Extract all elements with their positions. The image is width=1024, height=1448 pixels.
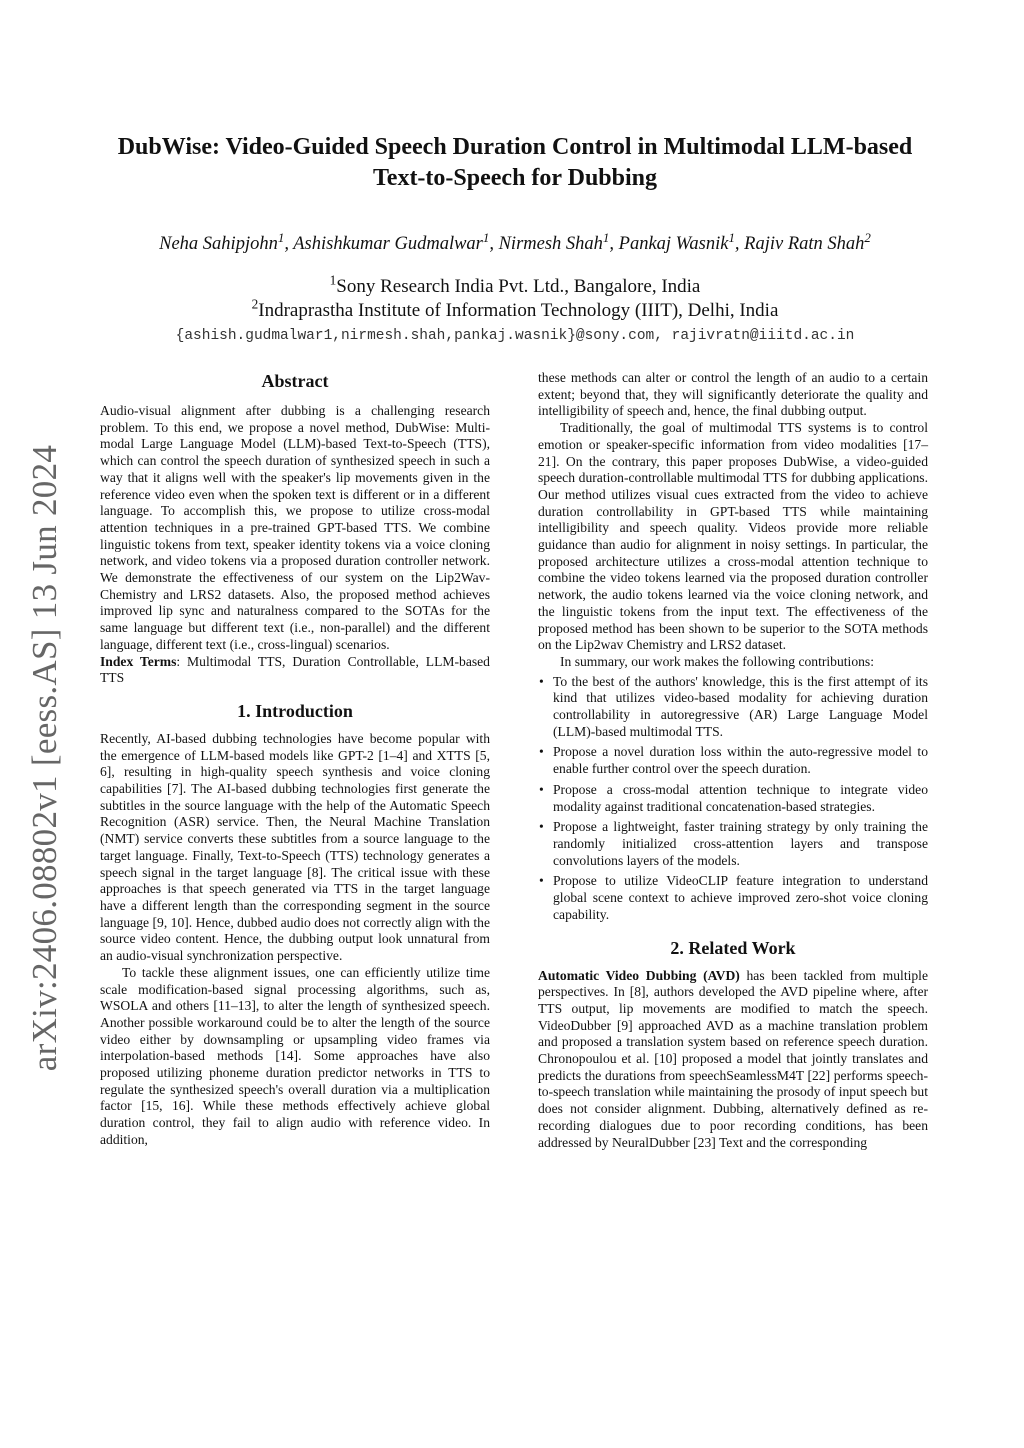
intro-paragraph-3: these methods can alter or control the length of an audio to a certain extent; beyond that, they will significantly deteriorate the quality and intelligibility of speech and, hence, the final dubbing output. — [538, 370, 928, 419]
left-column — [100, 370, 490, 1149]
intro-paragraph-4: Traditionally, the goal of multimodal TTS systems is to control emotion or speaker-specific information from video modalities [17–21]. On the contrary, this paper proposes DubWise, a video-guided speech duration-controllable multimodal TTS for dubbing applications. Our method utilizes visual cues extracted from the video to achieve duration controllability in GPT-based TTS while maintaining intelligibility and speech quality. Videos provide more reliable guidance than audio for alignment in noisy settings. In particular, the proposed architecture utilizes a cross-modal attention technique to combine the video tokens learned via the proposed duration controller network, the audio tokens learned via the voice cloning network, and the linguistic tokens from the input text. The effectiveness of the proposed method has been shown to be superior to the SOTA methods on the Lip2wav Chemistry and LRS2 dataset. — [538, 420, 928, 653]
section-heading-related-work: 2. Related Work — [670, 937, 796, 958]
bullet-icon: • — [539, 781, 544, 797]
bullet-icon: • — [539, 744, 544, 760]
list-item — [538, 873, 928, 923]
affiliation-number: 2 — [251, 296, 259, 312]
section-heading-introduction: 1. Introduction — [237, 700, 353, 721]
contributions-list — [538, 674, 928, 924]
affiliation-text: Sony Research India Pvt. Ltd., Bangalore, India — [336, 276, 701, 297]
author-name: Nirmesh Shah — [498, 234, 603, 254]
arxiv-identifier-text: arXiv:2406.08802v1 [eess.AS] 13 Jun 2024 — [25, 444, 64, 1072]
abstract-text: Audio-visual alignment after dubbing is a challenging research problem. To this end, we propose a novel method, DubWise: Multi-modal Large Language Model (LLM)-based Text-to-Speech (TTS), which can control the speech duration of synthesized speech in such a way that it aligns well with the speaker's lip movements given in the reference video even when the spoken text is different or in a different language. To accomplish this, we propose to utilize cross-modal attention techniques in a pre-trained GPT-based TTS. We combine linguistic tokens from text, speaker identity tokens via a voice cloning network, and video tokens via a proposed duration controller network. We demonstrate the effectiveness of our system on the Lip2Wav-Chemistry and LRS2 datasets. Also, the proposed method achieves improved lip sync and naturalness compared to the SOTAs for the same language but different text (i.e., non-parallel) and the different language, different text (i.e., cross-lingual) scenarios. — [100, 403, 490, 652]
author-affiliation-mark: 1 — [482, 229, 490, 245]
intro-paragraph-5: In summary, our work makes the following contributions: — [560, 653, 874, 669]
paper-title — [90, 132, 940, 194]
author-affiliation-mark: 1 — [728, 229, 735, 245]
affiliation-text: Indraprastha Institute of Information Technology (IIIT), Delhi, India — [258, 300, 779, 321]
author-name: Rajiv Ratn Shah — [744, 234, 865, 254]
title-line-2: Text-to-Speech for Dubbing — [372, 165, 658, 191]
contribution-text: Propose a lightweight, faster training strategy by only training the randomly initialized cross-attention layers and transpose convolutions layers of the models. — [553, 819, 928, 868]
author-list: Neha Sahipjohn$^1$, Ashishkumar Gudmalwar$^1$, Nirmesh Shah$^1$, Pankaj Wasnik$^1$, Rajiv Ratn Shah$^2$ — [159, 229, 871, 254]
author-affiliation-mark: 2 — [864, 229, 871, 245]
abstract-heading: Abstract — [261, 371, 329, 391]
author-emails: {ashish.gudmalwar1,nirmesh.shah,pankaj.wasnik}@sony.com, rajivratn@iiitd.ac.in — [175, 328, 855, 344]
affiliation-number: 1 — [329, 272, 337, 288]
intro-paragraph-1: Recently, AI-based dubbing technologies have become popular with the emergence of LLM-based models like GPT-2 [1–4] and XTTS [5, 6], resulting in high-quality speech synthesis and voice cloning capabilities [7]. The AI-based dubbing technologies first generate the subtitles in the source language with the help of the Automatic Speech Recognition (ASR) service. Then, the Neural Machine Translation (NMT) service converts these subtitles from a source language to the target language. Finally, Text-to-Speech (TTS) technology generates a speech signal in the target language [8]. The critical issue with these approaches is that speech generated via TTS in the target language have a different length than the corresponding segment in the source language [9, 10]. Hence, dubbed audio does not correctly align with the source video content. Hence, the dubbing output look unnatural from an audio-visual synchronization perspective. — [100, 730, 490, 964]
list-item — [538, 819, 928, 869]
list-item — [538, 674, 928, 741]
bullet-icon: • — [539, 873, 544, 889]
author-affiliation-mark: 1 — [277, 229, 285, 245]
contribution-text: To the best of the authors' knowledge, this is the first attempt of its kind that utilizes video-based modality for achieving duration controllability in autoregressive (AR) Large Language Model (LLM)-based multimodal TTS. — [553, 673, 928, 739]
related-work-lead: Automatic Video Dubbing (AVD) — [538, 967, 740, 983]
bullet-icon: • — [539, 673, 544, 689]
index-terms-text: : Multimodal TTS, Duration Controllable, LLM-based TTS — [100, 653, 490, 686]
list-item — [538, 782, 928, 815]
author-name: Neha Sahipjohn — [159, 234, 278, 254]
related-work-paragraph — [538, 968, 928, 1152]
affiliation-1 — [80, 272, 950, 298]
title-line-1: DubWise: Video-Guided Speech Duration Control in Multimodal LLM-based — [117, 134, 913, 160]
author-affiliation-mark: 1 — [602, 229, 610, 245]
index-terms-label: Index Terms — [100, 653, 177, 669]
bullet-icon: • — [539, 819, 544, 835]
related-work-text: has been tackled from multiple perspectives. In [8], authors developed the AVD pipeline where, after TTS output, lip movements are modified to match the speech. VideoDubber [9] approached AVD as a machine translation problem and proposed a translation system based on reference speech duration. Chronopoulou et al. [10] proposed a model that jointly translates and predicts the durations from speechSeamlessM4T [22] performs speech-to-speech translation while maintaining the prosody of input speech but does not consider alignment. Dubbing, alternatively defined as re-recording dialogues due to poor recording conditions, has been addressed by NeuralDubber [23] Text and the corresponding — [538, 967, 928, 1150]
contribution-text: Propose a cross-modal attention technique to integrate video modality against traditional concatenation-based strategies. — [553, 781, 928, 814]
list-item — [538, 744, 928, 777]
right-column — [538, 370, 928, 1151]
intro-paragraph-2: To tackle these alignment issues, one can efficiently utilize time scale modification-based signal processing algorithms, such as, WSOLA and others [11–13], to alter the length of synthesized speech. Another possible workaround could be to alter the length of the source video either by downsampling or upsampling video frames via interpolation-based methods [14]. Some approaches have also proposed utilizing phoneme duration predictor networks in TTS to regulate the synthesized speech's overall duration via a multiplication factor [15, 16]. While these methods effectively achieve global duration control, they fail to align audio with reference video. In addition, — [100, 964, 490, 1147]
affiliation-2 — [80, 296, 950, 322]
index-terms — [100, 654, 490, 687]
contribution-text: Propose to utilize VideoCLIP feature integration to understand global scene context to achieve improved zero-shot voice cloning capability. — [553, 873, 928, 922]
author-name: Pankaj Wasnik — [618, 234, 729, 254]
arxiv-identifier — [22, 440, 68, 1076]
author-name: Ashishkumar Gudmalwar — [293, 234, 483, 254]
contribution-text: Propose a novel duration loss within the auto-regressive model to enable further control over the speech duration. — [553, 744, 928, 777]
